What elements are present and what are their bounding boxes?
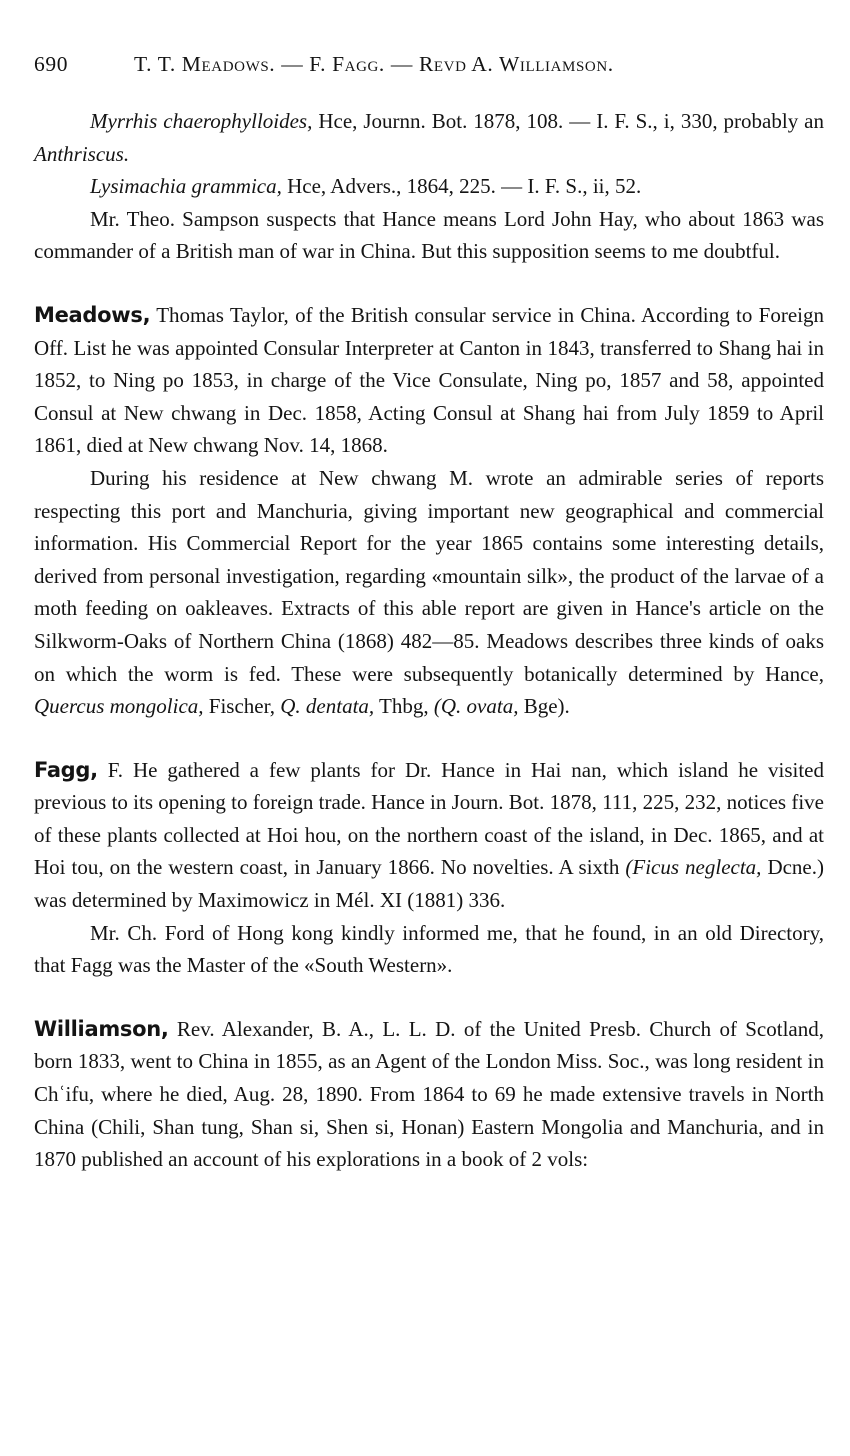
meadows-bio: Thomas Taylor, of the British consular service in China. According to Foreign Off. List he was appointed Consular Interpreter at Canton in 1843, transferred to Shang hai in 1852, to Ning po 1853, in charge of the Vice Consulate, Ning po, 1857 and 58, appointed Consul at New chwang in Dec. 1858, Acting Consul at Shang hai from July 1859 to April 1861, died at New chwang Nov. 14, 1868. [34, 302, 824, 458]
williamson-entry [34, 1013, 824, 1176]
meadows-text-fischer: Fischer, [203, 694, 281, 719]
meadows-reports-paragraph [34, 462, 824, 723]
quercus-dentata: Q. dentata, [280, 694, 375, 719]
fagg-ford-note: Mr. Ch. Ford of Hong kong kindly informed me, that he found, in an old Directory, that Fagg was the Master of the «South Western». [34, 920, 824, 978]
meadows-text-bge: Bge). [518, 694, 570, 719]
myrrhis-ref: Hce, Journn. Bot. 1878, 108. — I. F. S., i, 330, probably an [312, 109, 824, 133]
running-title: T. T. Meadows. — F. Fagg. — Revd A. Williamson. [134, 52, 614, 76]
meadows-text-thbg: Thbg, [374, 694, 434, 719]
sampson-note: Mr. Theo. Sampson suspects that Hance means Lord John Hay, who about 1863 was commander of a British man of war in China. But this supposition seems to me doubtful. [34, 206, 824, 264]
anthriscus-genus: Anthriscus. [34, 141, 130, 166]
lysimachia-ref: Hce, Advers., 1864, 225. — I. F. S., ii, 52. [281, 174, 642, 199]
lysimachia-name: Lysimachia grammica, [90, 174, 282, 199]
quercus-mongolica: Quercus mongolica, [34, 694, 204, 719]
fagg-bio-end: Dcne.) was determined by Maximowicz in Mél. XI (1881) 336. [34, 855, 824, 913]
myrrhis-entry [34, 105, 824, 170]
meadows-entry [34, 299, 824, 462]
fagg-headword: Fagg, [34, 757, 98, 782]
meadows-headword: Meadows, [34, 302, 151, 327]
williamson-bio: Rev. Alexander, B. A., L. L. D. of the United Presb. Church of Scotland, born 1833, went to China in 1855, as an Agent of the London Miss. Soc., was long resident in Chʿifu, where he died, Aug. 28, 1890. From 1864 to 69 he made extensive travels in North China (Chili, Shan tung, Shan si, Shen si, Honan) Eastern Mongolia and Manchuria, and in 1870 published an account of his explorations in a book of 2 vols: [34, 1016, 824, 1172]
fagg-bio: F. He gathered a few plants for Dr. Hance in Hai nan, which island he visited previous to its opening to foreign trade. Hance in Journ. Bot. 1878, 111, 225, 232, notices five of these plants collected at Hoi hou, on the northern coast of the island, in Dec. 1865, and at Hoi tou, on the western coast, in January 1866. No novelties. A sixth [34, 757, 824, 880]
myrrhis-name: Myrrhis chaerophylloides, [90, 109, 313, 133]
page [34, 52, 824, 1176]
quercus-ovata: (Q. ovata, [433, 694, 519, 719]
page-number: 690 [34, 52, 69, 76]
meadows-reports-text: During his residence at New chwang M. wrote an admirable series of reports respecting this port and Manchuria, giving important new geographical and commercial information. His Commercial Report for the year 1865 contains some interesting details, derived from personal investigation, regarding «mountain silk», the product of the larvae of a moth feeding on oakleaves. Extracts of this able report are given in Hance's article on the Silkworm-Oaks of Northern China (1868) 482—85. Meadows describes three kinds of oaks on which the worm is fed. These were subsequently botanically determined by Hance, [34, 465, 824, 686]
running-header [34, 52, 824, 77]
williamson-headword: Williamson, [34, 1016, 169, 1041]
ficus-neglecta: (Ficus neglecta, [625, 855, 762, 880]
lysimachia-entry [34, 170, 824, 203]
fagg-entry [34, 754, 824, 917]
